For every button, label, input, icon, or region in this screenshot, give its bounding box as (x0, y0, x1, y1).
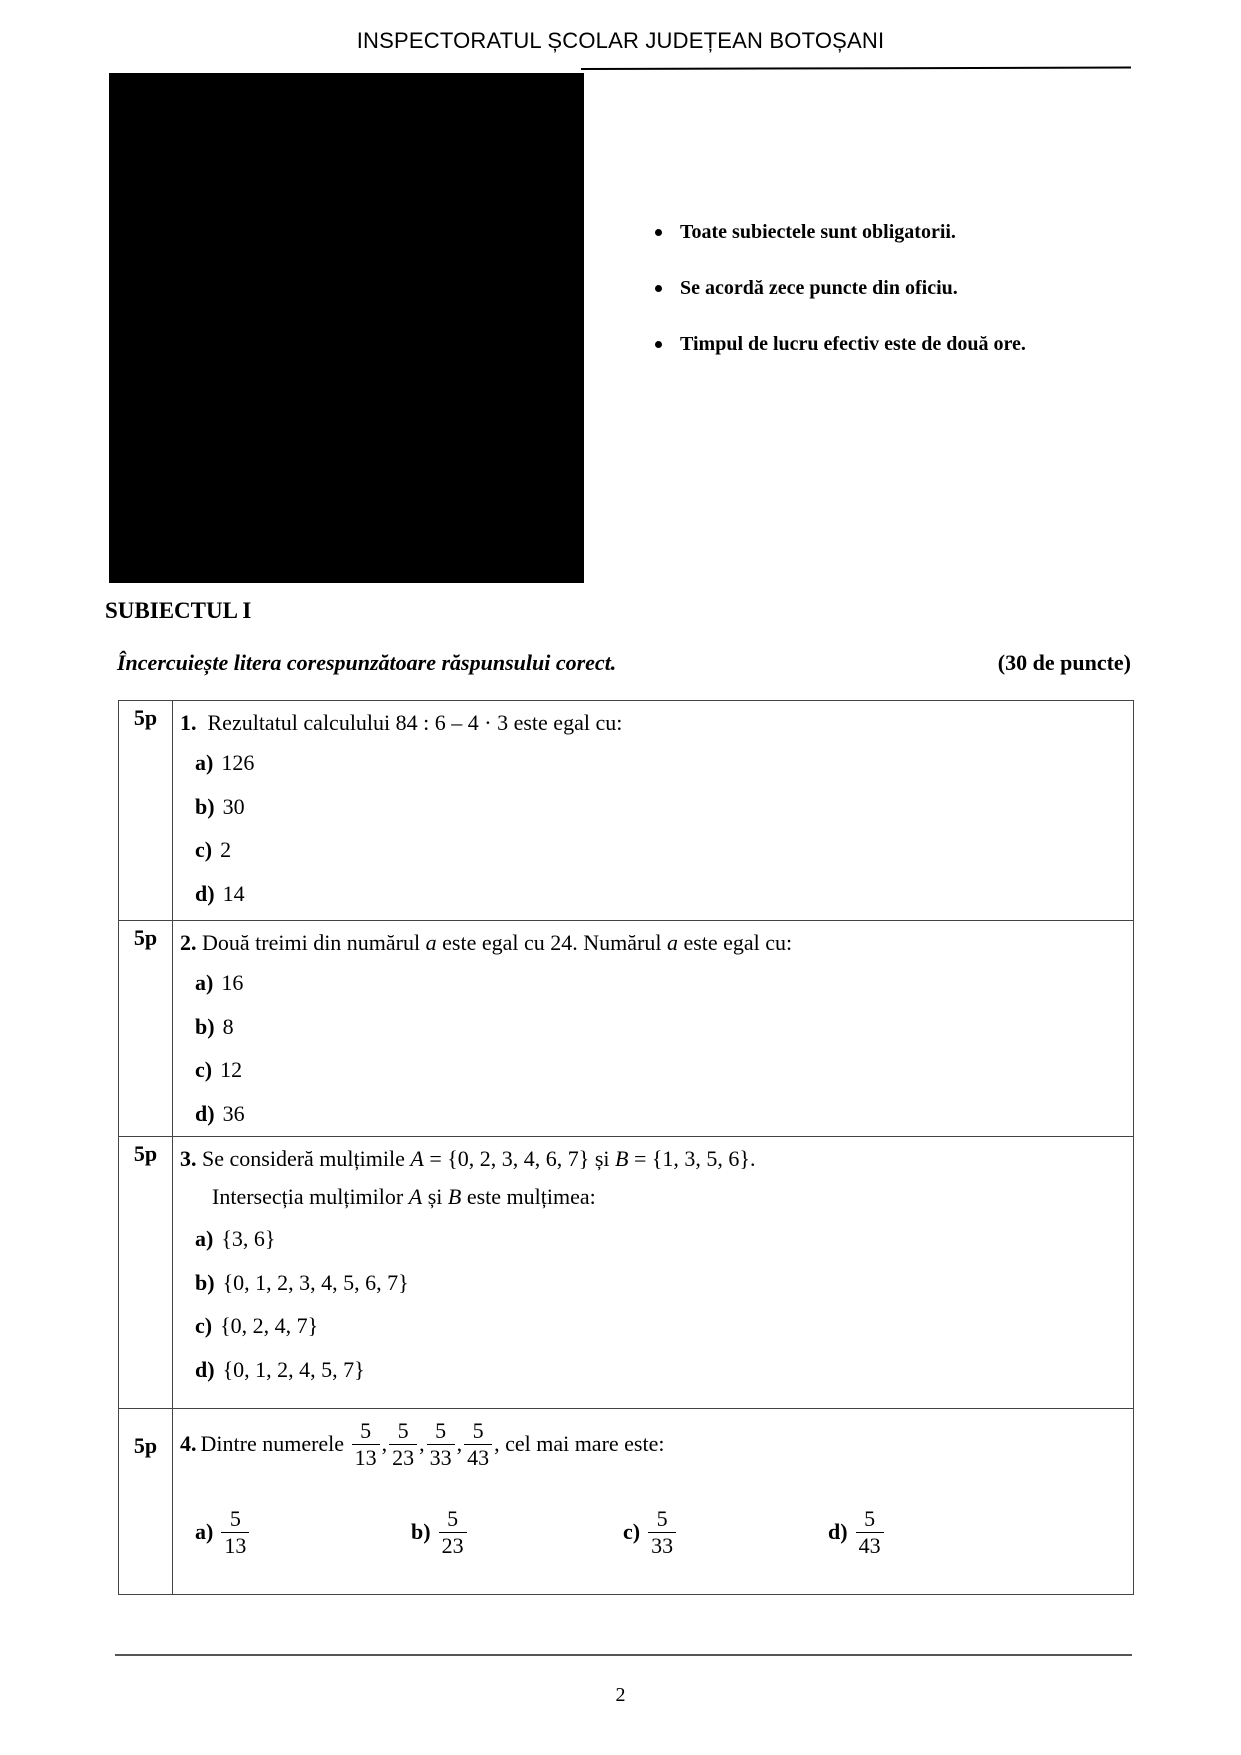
task-points: (30 de puncte) (997, 650, 1131, 675)
answer-option[interactable]: b) {0, 1, 2, 3, 4, 5, 6, 7} (195, 1269, 409, 1295)
bullet-icon (655, 285, 662, 292)
fraction: $\frac{5}{13}$ (221, 1506, 249, 1559)
page-header-title: INSPECTORATUL ȘCOLAR JUDEȚEAN BOTOȘANI (356, 28, 885, 53)
page-number: 2 (615, 1684, 626, 1706)
answer-option[interactable]: a) $\frac{5}{13}$ (195, 1506, 411, 1559)
question-points: 5p (119, 921, 173, 1137)
answer-option[interactable]: a) {3, 6} (195, 1226, 276, 1251)
answer-option[interactable]: b) $\frac{5}{23}$ (411, 1506, 623, 1559)
answer-option[interactable]: b) 30 (195, 793, 245, 819)
question-body (173, 1137, 1134, 1409)
subject-title: SUBIECTUL I (105, 598, 252, 623)
answer-options-row (180, 1479, 1133, 1585)
footer-rule (115, 1654, 1132, 1656)
question-body (173, 701, 1134, 921)
question-points: 5p (119, 1137, 173, 1409)
question-points: 5p (119, 701, 173, 921)
question-points: 5p (119, 1409, 173, 1595)
header-rule (581, 67, 1131, 70)
question-stem: 4. Dintre numerele $\frac{5}{13}$ , $\frac{5}{23}$ , $\frac{5}{33}$ , $\frac{5}{43}$ , cel mai mare este: (180, 1417, 665, 1470)
fraction: $\frac{5}{13}$ (352, 1418, 380, 1471)
answer-option[interactable]: d) 14 (195, 880, 245, 906)
fraction: $\frac{5}{23}$ (439, 1506, 467, 1559)
fraction: $\frac{5}{43}$ (856, 1506, 884, 1559)
answer-option[interactable]: b) 8 (195, 1013, 234, 1039)
fraction: $\frac{5}{33}$ (427, 1418, 455, 1471)
question-row-2 (119, 921, 1134, 1137)
question-stem: 1. Rezultatul calculului 84 : 6 – 4 · 3 este egal cu: (180, 710, 623, 735)
question-stem: 3. Se consideră mulțimile A = {0, 2, 3, 4, 6, 7} și B = {1, 3, 5, 6}. (180, 1146, 756, 1171)
answer-option[interactable]: d) $\frac{5}{43}$ (828, 1506, 886, 1559)
question-row-4 (119, 1409, 1134, 1595)
question-body (173, 1409, 1134, 1595)
question-row-1 (119, 701, 1134, 921)
answer-option[interactable]: a) 126 (195, 750, 255, 775)
question-row-3 (119, 1137, 1134, 1409)
task-instruction: Încercuiește litera corespunzătoare răspunsului corect. (117, 650, 617, 675)
question-stem-line-2: Intersecția mulțimilor A și B este mulțimea: (212, 1184, 596, 1209)
answer-option[interactable]: c) {0, 2, 4, 7} (195, 1313, 319, 1338)
questions-table (118, 700, 1134, 1595)
fraction: $\frac{5}{43}$ (464, 1418, 492, 1471)
answer-option[interactable]: a) 16 (195, 970, 244, 995)
answer-option[interactable]: d) {0, 1, 2, 4, 5, 7} (195, 1356, 365, 1382)
exam-instructions (655, 218, 1026, 386)
fraction: $\frac{5}{33}$ (648, 1506, 676, 1559)
bullet-icon (655, 341, 662, 348)
question-stem: 2. Două treimi din numărul a este egal cu 24. Numărul a este egal cu: (180, 930, 793, 955)
answer-option[interactable]: c) 12 (195, 1057, 243, 1082)
answer-option[interactable]: c) $\frac{5}{33}$ (623, 1506, 828, 1559)
answer-option[interactable]: d) 36 (195, 1100, 245, 1126)
answer-option[interactable]: c) 2 (195, 837, 232, 862)
bullet-icon (655, 229, 662, 236)
fraction: $\frac{5}{23}$ (389, 1418, 417, 1471)
instruction-item: Toate subiectele sunt obligatorii. (655, 218, 1026, 274)
instruction-item: Timpul de lucru efectiv este de două ore. (655, 330, 1026, 386)
instruction-item: Se acordă zece puncte din oficiu. (655, 274, 1026, 330)
redacted-block (109, 73, 584, 583)
question-body (173, 921, 1134, 1137)
